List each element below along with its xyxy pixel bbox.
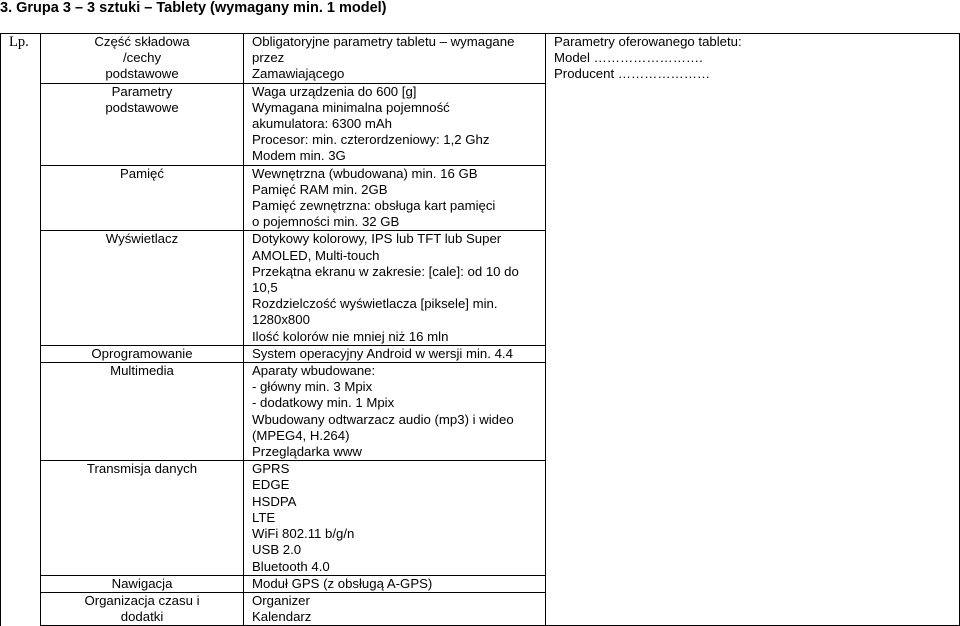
table-header-row	[1, 34, 960, 84]
category-line: Pamięć	[120, 165, 164, 181]
category-cell	[41, 231, 244, 345]
requirement-line: Bluetooth 4.0	[252, 558, 330, 574]
component-header	[41, 34, 244, 84]
requirement-line: HSDPA	[252, 493, 297, 509]
category-cell	[41, 592, 244, 625]
category-cell	[41, 461, 244, 575]
component-header-line: podstawowe	[105, 66, 179, 82]
requirement-line: akumulatora: 6300 mAh	[252, 116, 393, 132]
category-cell	[41, 345, 244, 362]
requirement-line: Pamięć zewnętrzna: obsługa kart pamięci	[252, 198, 496, 214]
offered-tablet-line: Parametry oferowanego tabletu:	[554, 34, 742, 49]
lp-column	[1, 34, 41, 626]
category-cell	[41, 83, 244, 165]
requirement-line: Wbudowany odtwarzacz audio (mp3) i wideo	[252, 411, 514, 427]
requirement-line: Wewnętrzna (wbudowana) min. 16 GB	[252, 165, 478, 181]
requirements-header-line: Obligatoryjne parametry tabletu – wymagane	[252, 34, 515, 49]
category-cell	[41, 575, 244, 592]
requirement-line: LTE	[252, 509, 276, 525]
section-heading: 3. Grupa 3 – 3 sztuki – Tablety (wymagany min. 1 model)	[0, 0, 387, 16]
requirement-line: 1280x800	[252, 312, 310, 328]
offered-tablet-line: Producent …………………	[554, 66, 711, 82]
category-cell	[41, 363, 244, 461]
offered-tablet-line: Model …………………….	[554, 50, 703, 66]
requirement-cell	[244, 83, 546, 165]
category-line: dodatki	[120, 609, 164, 625]
requirement-cell	[244, 165, 546, 231]
component-header-line: /cechy	[122, 50, 162, 66]
requirement-line: EDGE	[252, 477, 290, 493]
requirement-line: Dotykowy kolorowy, IPS lub TFT lub Super	[252, 231, 502, 247]
requirement-line: Aparaty wbudowane:	[252, 363, 376, 379]
requirement-line: (MPEG4, H.264)	[252, 427, 350, 443]
requirement-cell	[244, 231, 546, 345]
requirement-line: WiFi 802.11 b/g/n	[252, 526, 355, 542]
category-line: Organizacja czasu i	[84, 592, 200, 608]
requirements-header-line: Zamawiającego	[252, 66, 345, 82]
requirement-line: Organizer	[252, 592, 310, 608]
requirement-cell	[244, 461, 546, 575]
requirement-line: - dodatkowy min. 1 Mpix	[252, 395, 395, 411]
category-line: Nawigacja	[111, 575, 173, 591]
requirement-line: Moduł GPS (z obsługą A-GPS)	[252, 575, 433, 591]
category-cell	[41, 165, 244, 231]
requirement-line: AMOLED, Multi-touch	[252, 247, 380, 263]
offered-tablet-column	[546, 34, 960, 626]
requirement-line: Przeglądarka www	[252, 444, 362, 460]
component-header-line: Część składowa	[94, 34, 190, 49]
requirement-line: o pojemności min. 32 GB	[252, 214, 400, 230]
requirement-line: Przekątna ekranu w zakresie: [cale]: od 10 do	[252, 263, 519, 279]
requirements-header	[244, 34, 546, 84]
requirement-cell	[244, 575, 546, 592]
tablet-spec-table	[0, 33, 960, 626]
requirement-line: Ilość kolorów nie mniej niż 16 mln	[252, 328, 449, 344]
requirement-line: GPRS	[252, 461, 290, 477]
lp-header: Lp.	[9, 34, 29, 50]
requirement-line: Modem min. 3G	[252, 148, 346, 164]
requirement-cell	[244, 345, 546, 362]
requirement-line: - główny min. 3 Mpix	[252, 379, 373, 395]
requirement-line: Rozdzielczość wyświetlacza [piksele] min.	[252, 296, 498, 312]
category-line: Oprogramowanie	[91, 345, 193, 361]
category-line: Transmisja danych	[86, 461, 198, 477]
requirements-header-line: przez	[252, 50, 285, 66]
requirement-line: 10,5	[252, 280, 278, 296]
category-line: Wyświetlacz	[105, 231, 179, 247]
requirement-line: Wymagana minimalna pojemność	[252, 99, 450, 115]
category-line: podstawowe	[105, 99, 179, 115]
requirement-cell	[244, 592, 546, 625]
category-line: Parametry	[111, 83, 173, 99]
requirement-line: Procesor: min. czterordzeniowy: 1,2 Ghz	[252, 132, 490, 148]
requirement-line: Kalendarz	[252, 609, 312, 625]
requirement-cell	[244, 363, 546, 461]
requirement-line: USB 2.0	[252, 542, 302, 558]
requirement-line: Waga urządzenia do 600 [g]	[252, 83, 417, 99]
requirement-line: Pamięć RAM min. 2GB	[252, 181, 388, 197]
requirement-line: System operacyjny Android w wersji min. 4.4	[252, 345, 513, 361]
category-line: Multimedia	[110, 363, 174, 379]
